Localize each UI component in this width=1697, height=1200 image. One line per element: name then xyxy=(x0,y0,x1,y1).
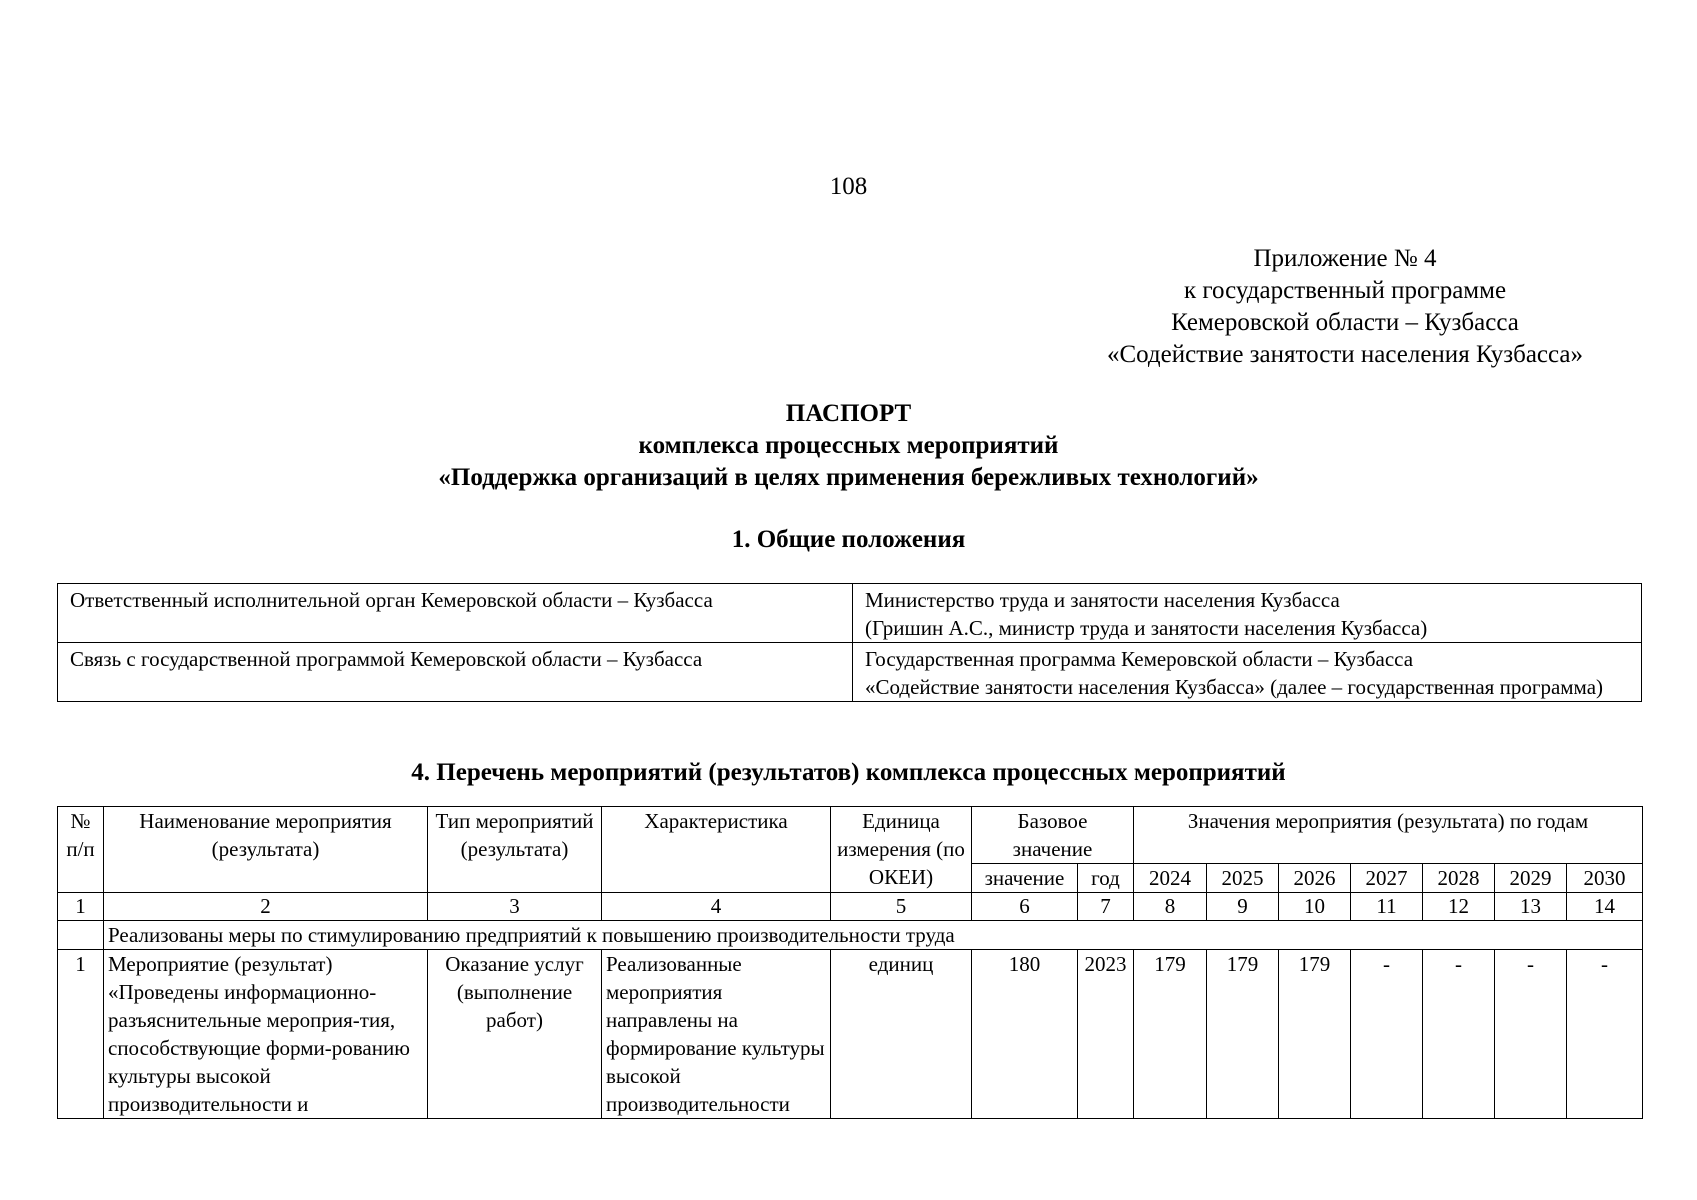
header-values-by-year: Значения мероприятия (результата) по годам xyxy=(1134,807,1643,864)
page-number: 108 xyxy=(829,173,868,200)
passport-name: «Поддержка организаций в целях применения бережливых технологий» xyxy=(438,464,1259,491)
table-header-row xyxy=(58,807,1643,864)
row-year-value: - xyxy=(1495,950,1567,1119)
header-base-value: значение xyxy=(972,864,1078,893)
appendix-line: Приложение № 4 xyxy=(1253,245,1437,272)
column-number: 14 xyxy=(1567,893,1643,921)
row-year-value: 179 xyxy=(1279,950,1351,1119)
column-number: 1 xyxy=(58,893,104,921)
header-type: Тип мероприятий (результата) xyxy=(428,807,602,893)
section4-heading: 4. Перечень мероприятий (результатов) комплекса процессных мероприятий xyxy=(411,759,1286,786)
header-year: 2026 xyxy=(1279,864,1351,893)
general-value xyxy=(853,643,1642,702)
passport-title-block xyxy=(0,398,1697,494)
header-base-year: год xyxy=(1078,864,1134,893)
passport-subtitle: комплекса процессных мероприятий xyxy=(638,432,1059,459)
table-row xyxy=(58,950,1643,1119)
header-year: 2030 xyxy=(1567,864,1643,893)
row-year-value: 179 xyxy=(1134,950,1207,1119)
column-number-row xyxy=(58,893,1643,921)
appendix-note xyxy=(1050,243,1640,371)
group-row xyxy=(58,921,1643,950)
header-year: 2025 xyxy=(1207,864,1279,893)
column-number: 2 xyxy=(104,893,428,921)
header-name: Наименование мероприятия (результата) xyxy=(104,807,428,893)
appendix-line: «Содействие занятости населения Кузбасса» xyxy=(1106,341,1584,368)
general-label: Связь с государственной программой Кемеровской области – Кузбасса xyxy=(58,643,853,702)
row-year-value: - xyxy=(1351,950,1423,1119)
header-unit: Единица измерения (по ОКЕИ) xyxy=(831,807,972,893)
column-number: 12 xyxy=(1423,893,1495,921)
column-number: 11 xyxy=(1351,893,1423,921)
column-number: 5 xyxy=(831,893,972,921)
row-name: Мероприятие (результат) «Проведены информационно-разъяснительные мероприя-тия, способствующие форми-рованию культуры высокой производительности и xyxy=(104,950,428,1119)
column-number: 7 xyxy=(1078,893,1134,921)
column-number: 8 xyxy=(1134,893,1207,921)
header-year: 2024 xyxy=(1134,864,1207,893)
column-number: 4 xyxy=(602,893,831,921)
row-type: Оказание услуг (выполнение работ) xyxy=(428,950,602,1119)
group-empty-cell xyxy=(58,921,104,950)
column-number: 6 xyxy=(972,893,1078,921)
table-row xyxy=(58,584,1642,643)
header-year: 2029 xyxy=(1495,864,1567,893)
column-number: 9 xyxy=(1207,893,1279,921)
row-num: 1 xyxy=(58,950,104,1119)
row-unit: единиц xyxy=(831,950,972,1119)
group-title: Реализованы меры по стимулированию предприятий к повышению производительности труда xyxy=(104,921,1643,950)
appendix-line: Кемеровской области – Кузбасса xyxy=(1171,309,1519,336)
row-year-value: - xyxy=(1423,950,1495,1119)
column-number: 13 xyxy=(1495,893,1567,921)
general-value xyxy=(853,584,1642,643)
row-base-value: 180 xyxy=(972,950,1078,1119)
row-year-value: - xyxy=(1567,950,1643,1119)
header-year: 2027 xyxy=(1351,864,1423,893)
section1-heading: 1. Общие положения xyxy=(731,526,966,553)
general-provisions-table xyxy=(57,583,1642,702)
header-year: 2028 xyxy=(1423,864,1495,893)
general-value-line: Министерство труда и занятости населения Кузбасса xyxy=(865,588,1340,612)
general-value-line: (Гришин А.С., министр труда и занятости населения Кузбасса) xyxy=(865,616,1428,640)
passport-title: ПАСПОРТ xyxy=(785,400,912,427)
general-value-line: «Содействие занятости населения Кузбасса» (далее – государственная программа) xyxy=(865,675,1604,699)
general-value-line: Государственная программа Кемеровской области – Кузбасса xyxy=(865,647,1414,671)
row-base-year: 2023 xyxy=(1078,950,1134,1119)
header-num: № п/п xyxy=(58,807,104,893)
row-characteristic: Реализованные мероприятия направлены на формирование культуры высокой производительности xyxy=(602,950,831,1119)
appendix-line: к государственный программе xyxy=(1183,277,1507,304)
measures-table xyxy=(57,806,1643,1119)
column-number: 10 xyxy=(1279,893,1351,921)
header-base: Базовое значение xyxy=(972,807,1134,864)
header-characteristic: Характеристика xyxy=(602,807,831,893)
column-number: 3 xyxy=(428,893,602,921)
table-row xyxy=(58,643,1642,702)
row-year-value: 179 xyxy=(1207,950,1279,1119)
general-label: Ответственный исполнительной орган Кемеровской области – Кузбасса xyxy=(58,584,853,643)
